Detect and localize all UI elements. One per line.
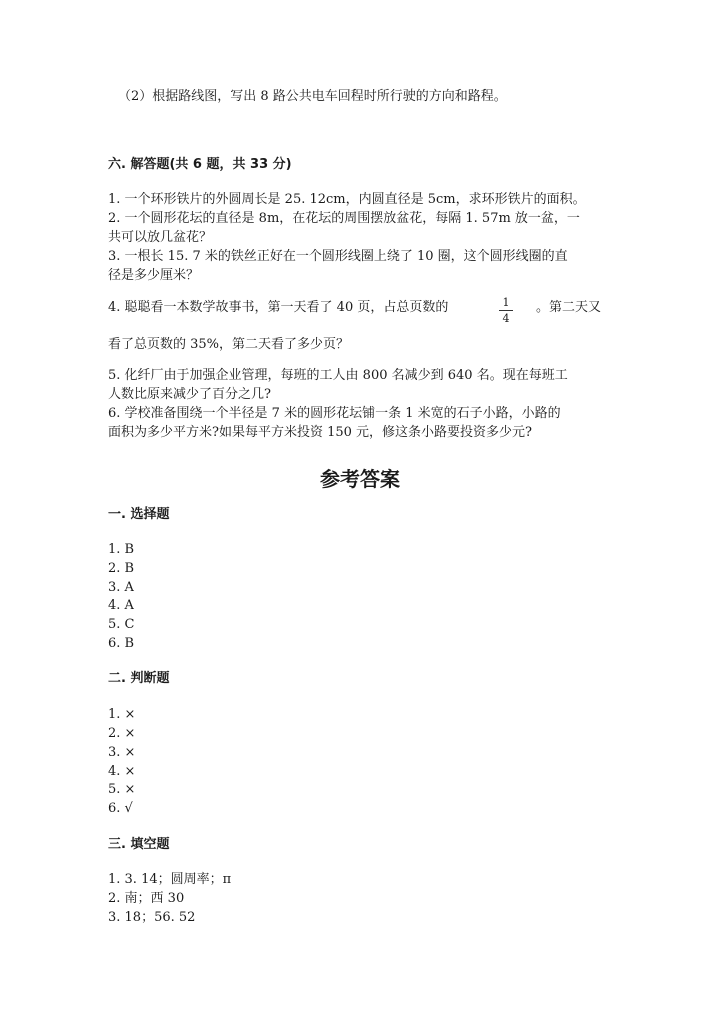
question-2-line-2: 共可以放几盆花？ bbox=[108, 230, 213, 245]
judge-answer: 5. × bbox=[108, 782, 136, 797]
choice-answer: 6. B bbox=[108, 636, 135, 651]
fill-heading: 三. 填空题 bbox=[108, 837, 170, 852]
choice-answer: 5. C bbox=[108, 617, 135, 632]
fraction-bar bbox=[499, 310, 513, 311]
choice-heading: 一. 选择题 bbox=[108, 507, 170, 522]
section-6-heading: 六. 解答题(共 6 题，共 33 分) bbox=[108, 157, 292, 172]
question-5-line-2: 人数比原来减少了百分之几? bbox=[108, 387, 271, 402]
question-6-line-2: 面积为多少平方米?如果每平方米投资 150 元，修这条小路要投资多少元? bbox=[108, 425, 533, 440]
judge-answer: 4. × bbox=[108, 764, 136, 779]
judge-answer: 1. × bbox=[108, 707, 136, 722]
question-4-part-2: 。第二天又 bbox=[536, 300, 602, 315]
fraction-numerator: 1 bbox=[502, 296, 510, 309]
judge-answer: 2. × bbox=[108, 726, 136, 741]
question-1: 1. 一个环形铁片的外圆周长是 25. 12cm，内圆直径是 5cm，求环形铁片的面积。 bbox=[108, 192, 586, 207]
question-5-line-1: 5. 化纤厂由于加强企业管理，每班的工人由 800 名减少到 640 名。现在每班工 bbox=[108, 368, 568, 383]
choice-answer: 4. A bbox=[108, 598, 134, 613]
judge-answer: 6. √ bbox=[108, 801, 133, 816]
judge-answer: 3. × bbox=[108, 745, 136, 760]
choice-answer: 1. B bbox=[108, 542, 135, 557]
fraction-denominator: 4 bbox=[502, 312, 510, 325]
fraction-one-quarter bbox=[496, 296, 516, 325]
question-3-line-1: 3. 一根长 15. 7 米的铁丝正好在一个圆形线圈上绕了 10 圈，这个圆形线圈的直 bbox=[108, 249, 568, 264]
question-3-line-2: 径是多少厘米？ bbox=[108, 268, 200, 283]
question-4-line-2: 看了总页数的 35%，第二天看了多少页？ bbox=[108, 337, 350, 352]
fill-answer: 3. 18；56. 52 bbox=[108, 910, 196, 925]
fill-answer: 1. 3. 14；圆周率；π bbox=[108, 872, 232, 887]
question-4-part-1: 4. 聪聪看一本数学故事书，第一天看了 40 页，占总页数的 bbox=[108, 300, 449, 315]
question-2-line-1: 2. 一个圆形花坛的直径是 8m，在花坛的周围摆放盆花，每隔 1. 57m 放一盆，一 bbox=[108, 211, 580, 226]
judge-heading: 二. 判断题 bbox=[108, 671, 170, 686]
question-6-line-1: 6. 学校准备围绕一个半径是 7 米的圆形花坛铺一条 1 米宽的石子小路，小路的 bbox=[108, 406, 561, 421]
choice-answer: 3. A bbox=[108, 580, 134, 595]
choice-answer: 2. B bbox=[108, 561, 135, 576]
intro-question: （2）根据路线图，写出 8 路公共电车回程时所行驶的方向和路程。 bbox=[118, 89, 507, 104]
answers-title: 参考答案 bbox=[320, 467, 400, 491]
fill-answer: 2. 南；西 30 bbox=[108, 891, 185, 906]
